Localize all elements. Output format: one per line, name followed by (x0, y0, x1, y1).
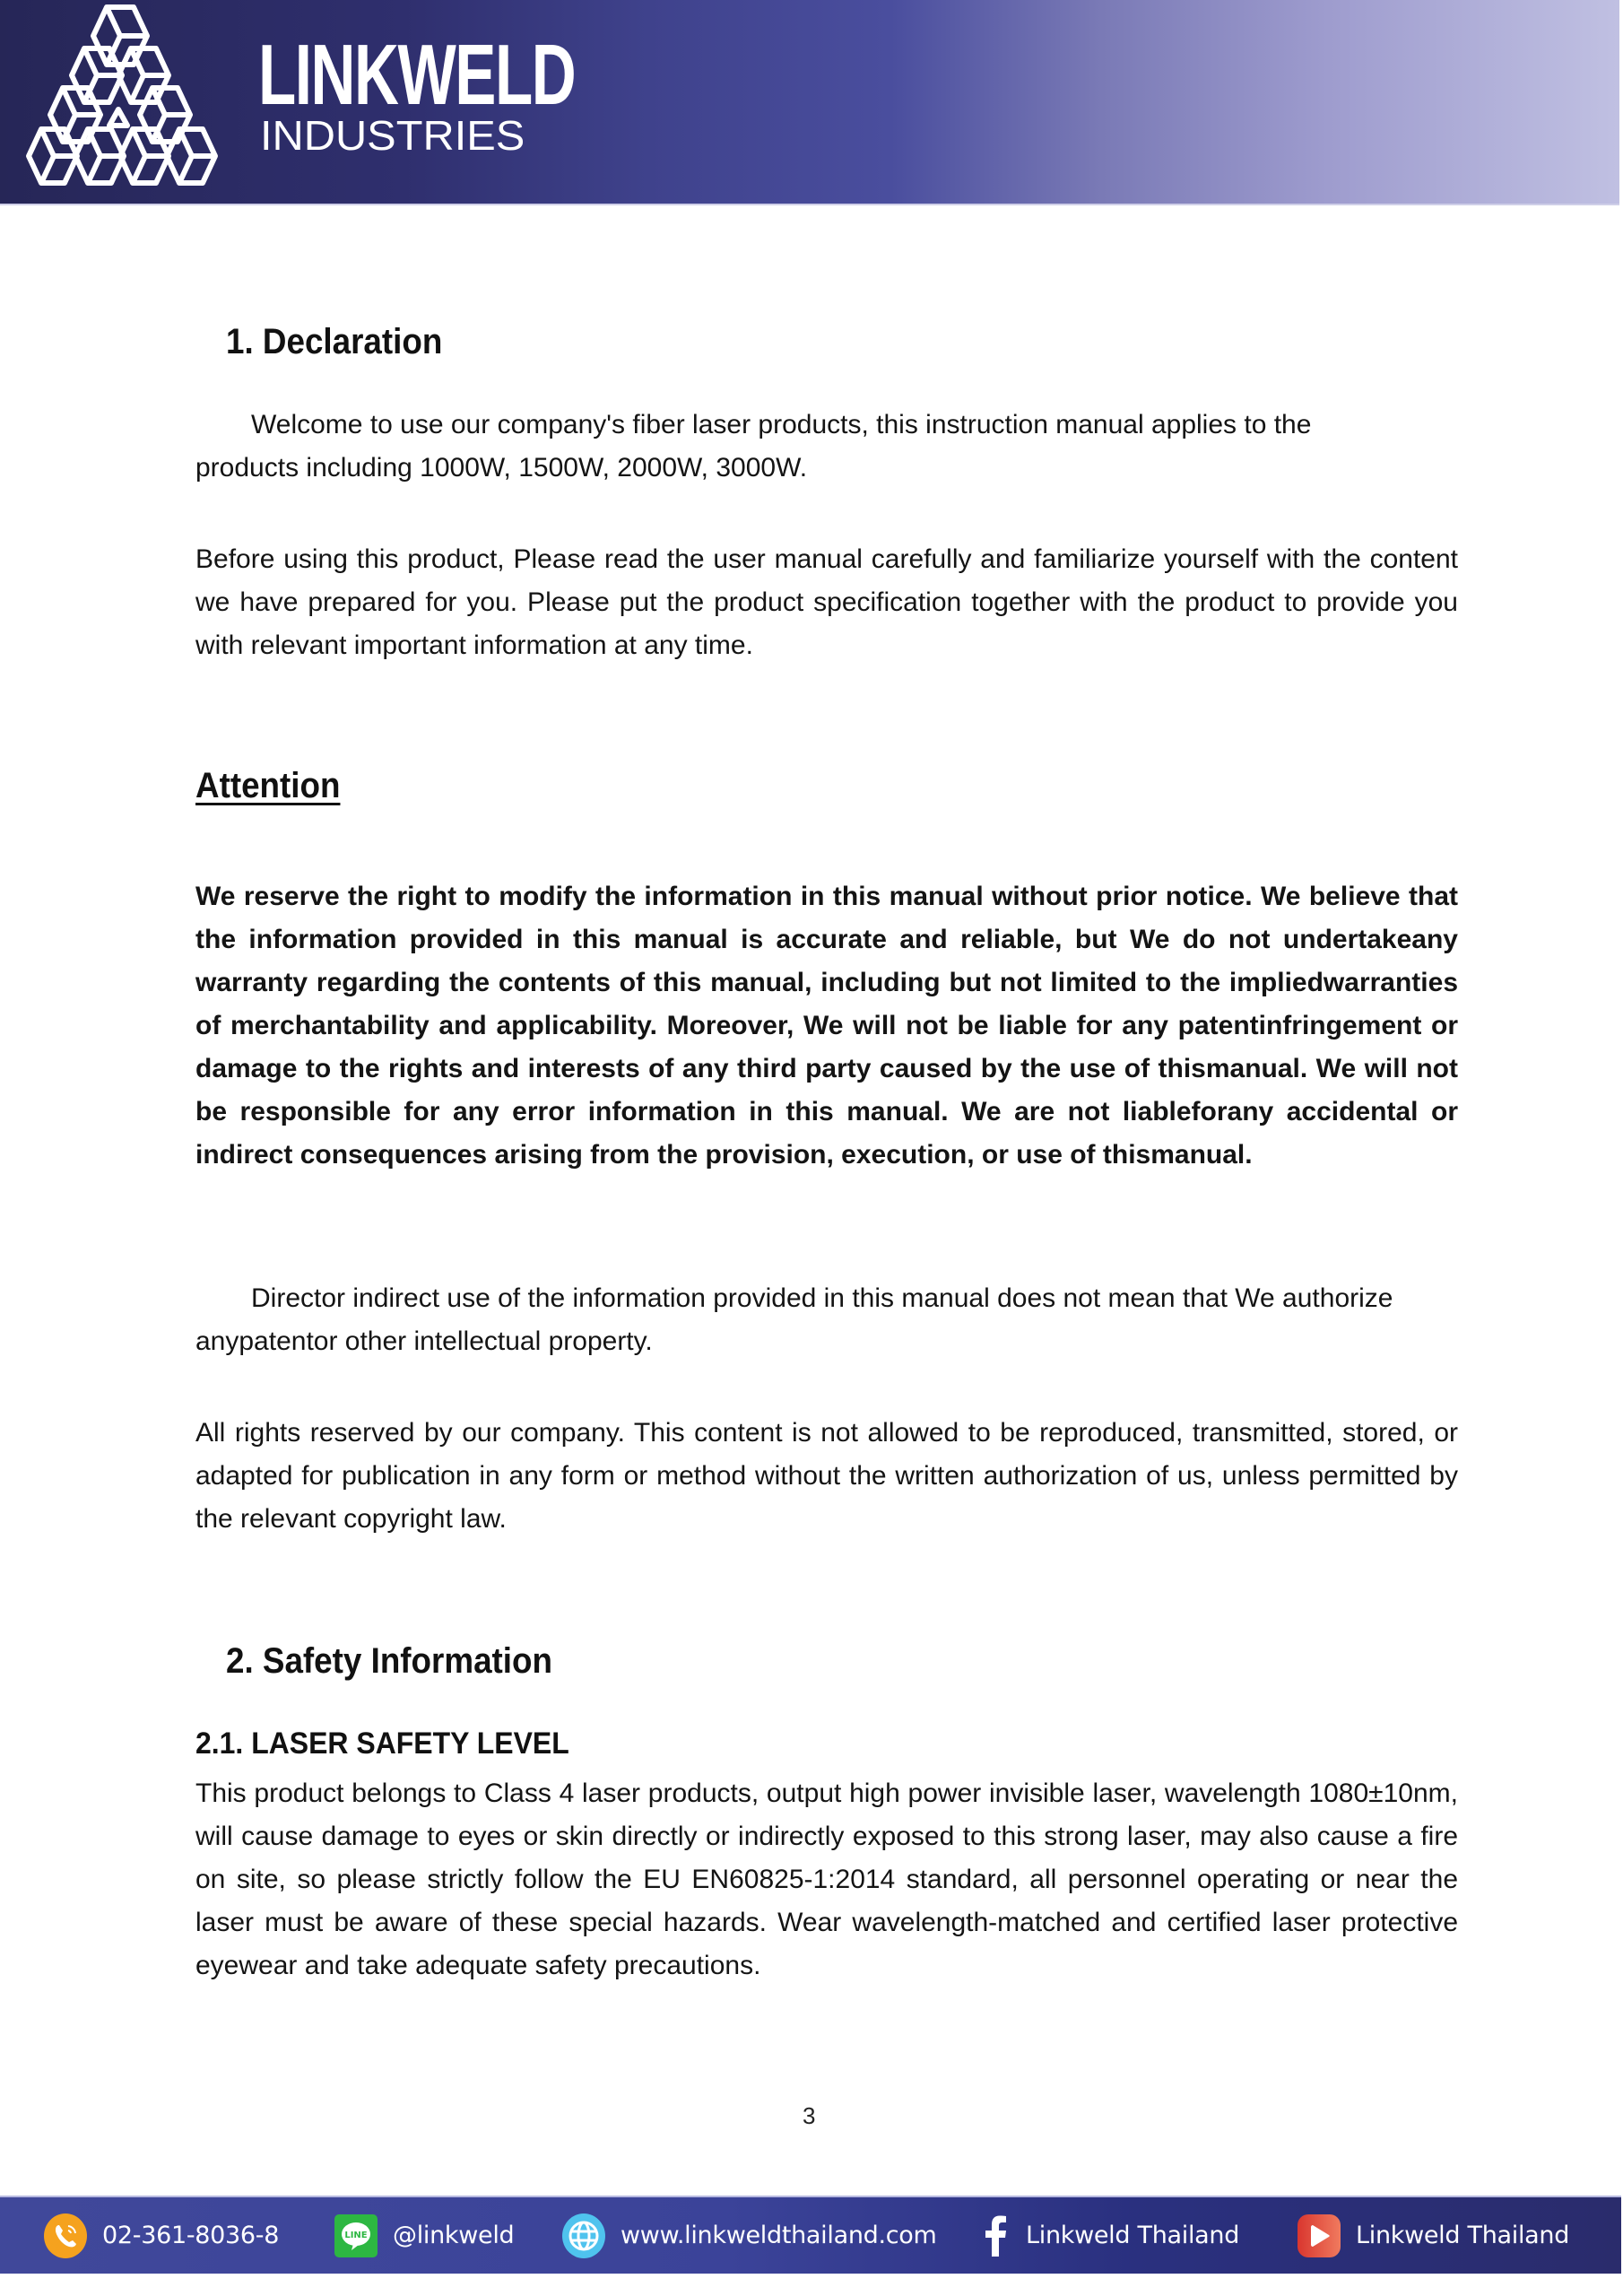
declaration-paragraph-2: Before using this product, Please read the user manual carefully and familiarize yourself with the content we have prepared for you. Please put the product specification together with the product to provide you with relevant important information at any time. (195, 544, 1458, 660)
page-header (0, 0, 1619, 205)
attention-director-line-1: Director indirect use of the information provided in this manual does not mean that We authorize (251, 1283, 1393, 1313)
footer-website-label: www.linkweldthailand.com (621, 2222, 937, 2249)
contact-footer (0, 2196, 1621, 2274)
section-title-safety: 2. Safety Information (226, 1641, 552, 1681)
youtube-icon (1297, 2213, 1341, 2258)
brand-subtitle: INDUSTRIES (260, 112, 525, 159)
footer-line-label: @linkweld (393, 2222, 515, 2249)
declaration-paragraph-1-line-2: products including 1000W, 1500W, 2000W, 3000W. (195, 453, 808, 483)
footer-facebook[interactable] (979, 2197, 1239, 2274)
page-number: 3 (803, 2102, 816, 2129)
footer-facebook-label: Linkweld Thailand (1026, 2222, 1240, 2249)
footer-youtube[interactable] (1297, 2197, 1569, 2274)
stacked-cubes-logo-icon (22, 2, 237, 190)
footer-phone[interactable] (43, 2197, 279, 2274)
laser-safety-paragraph: This product belongs to Class 4 laser products, output high power invisible laser, wavelength 1080±10nm, will cause damage to eyes or skin directly or indirectly exposed to this strong laser, may also cause a fire on site, so please strictly follow the EU EN60825-1:2014 standard, all personnel operating or near the laser must be aware of these special hazards. Wear wavelength-matched and certified laser protective eyewear and take adequate safety precautions. (195, 1779, 1458, 1980)
subsection-title-laser-safety-level: 2.1. LASER SAFETY LEVEL (195, 1726, 569, 1761)
facebook-icon (979, 2213, 1011, 2258)
attention-director-line-2: anypatentor other intellectual property. (195, 1326, 653, 1356)
declaration-paragraph-1 (195, 404, 1458, 490)
globe-icon (561, 2213, 606, 2258)
footer-phone-label: 02-361-8036-8 (102, 2222, 280, 2249)
footer-website[interactable] (561, 2197, 937, 2274)
line-icon (334, 2213, 378, 2258)
section-title-declaration: 1. Declaration (226, 322, 443, 361)
brand-name: LINKWELD (258, 27, 576, 123)
attention-rights-paragraph: All rights reserved by our company. This content is not allowed to be reproduced, transmitted, stored, or adapted for publication in any form or method without the written authorization of us, unless permitted by the relevant copyright law. (195, 1418, 1458, 1534)
attention-heading: Attention (195, 766, 341, 805)
attention-disclaimer-paragraph: We reserve the right to modify the information in this manual without prior notice. We believe that the information provided in this manual is accurate and reliable, but We do not undertakeany warranty regarding the contents of this manual, including but not limited to the impliedwarranties of merchantability and applicability. Moreover, We will not be liable for any patentinfringement or damage to the rights and interests of any third party caused by the use of thismanual. We will not be responsible for any error information in this manual. We are not liableforany accidental or indirect consequences arising from the provision, execution, or use of thismanual. (195, 882, 1458, 1170)
declaration-paragraph-1-line-1: Welcome to use our company's fiber laser products, this instruction manual applies to the (251, 410, 1312, 439)
footer-youtube-label: Linkweld Thailand (1356, 2222, 1570, 2249)
footer-line[interactable] (334, 2197, 514, 2274)
attention-director-paragraph (195, 1277, 1458, 1363)
svg-text:LINE: LINE (344, 2230, 368, 2240)
phone-icon (43, 2213, 88, 2258)
